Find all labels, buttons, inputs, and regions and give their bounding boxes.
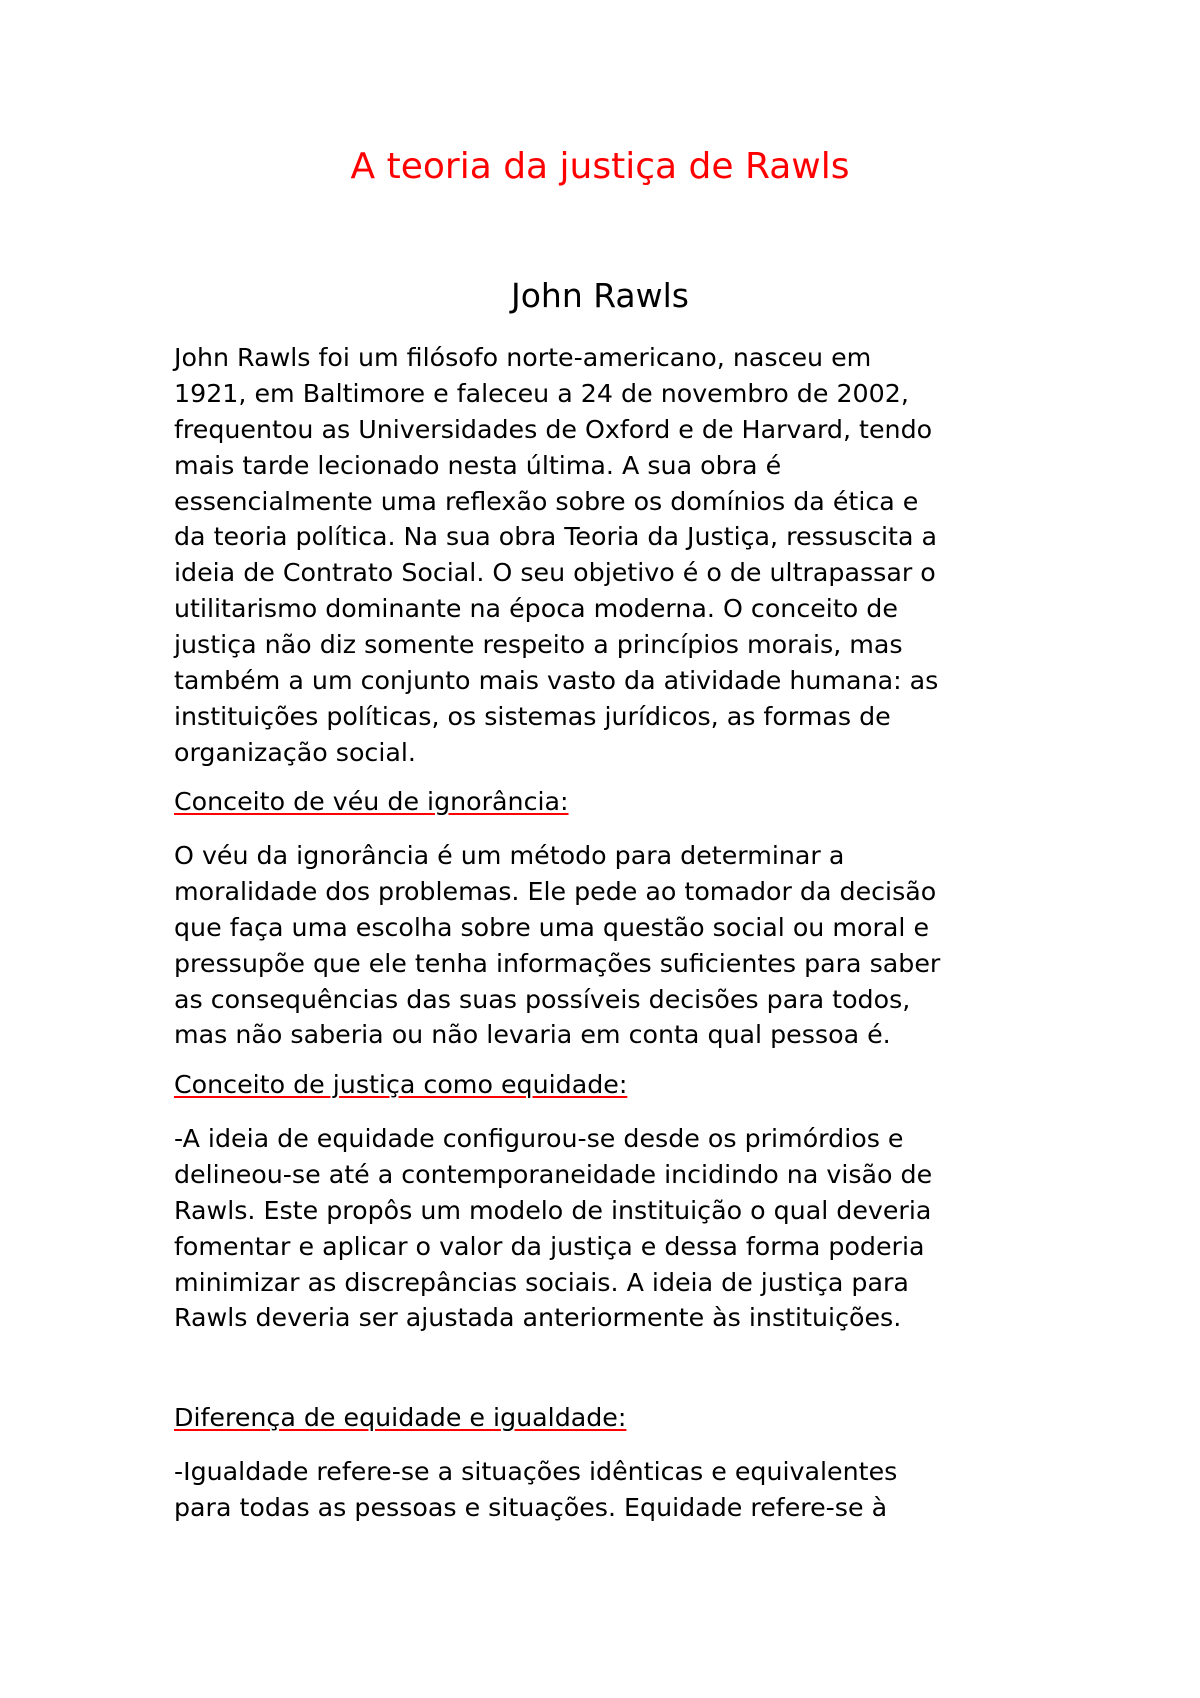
paragraph-line: frequentou as Universidades de Oxford e de Harvard, tendo [174,414,933,444]
paragraph-line: 1921, em Baltimore e faleceu a 24 de novembro de 2002, [174,378,909,408]
paragraph-line: da teoria política. Na sua obra Teoria da Justiça, ressuscita a [174,522,938,552]
paragraph-line: instituições políticas, os sistemas jurídicos, as formas de [174,701,891,731]
paragraph-line: O véu da ignorância é um método para determinar a [174,841,845,870]
paragraph-line: as consequências das suas possíveis decisões para todos, [174,984,911,1014]
paragraph-line: organização social. [174,737,416,767]
section-heading-equidade-igualdade: Diferença de equidade e igualdade: [174,1403,627,1432]
document-subtitle: John Rawls [510,276,690,315]
paragraph-line: para todas as pessoas e situações. Equidade refere-se à [174,1492,888,1522]
paragraph-line: mais tarde lecionado nesta última. A sua obra é [174,450,782,480]
paragraph-line: moralidade dos problemas. Ele pede ao tomador da decisão [174,876,937,906]
section-heading-justica-equidade: Conceito de justiça como equidade: [174,1070,628,1099]
paragraph-line: -A ideia de equidade configurou-se desde os primórdios e [174,1124,904,1153]
paragraph-line: utilitarismo dominante na época moderna. O conceito de [174,594,898,624]
paragraph-line: Rawls. Este propôs um modelo de instituição o qual deveria [174,1195,932,1225]
paragraph-line: ideia de Contrato Social. O seu objetivo é o de ultrapassar o [174,558,936,588]
equidade-igualdade-paragraph [174,1454,1054,1526]
justica-equidade-paragraph [174,1121,1054,1336]
intro-paragraph [174,340,1054,771]
paragraph-line: justiça não diz somente respeito a princípios morais, mas [174,630,903,660]
paragraph-line: minimizar as discrepâncias sociais. A ideia de justiça para [174,1267,909,1297]
paragraph-line: que faça uma escolha sobre uma questão social ou moral e [174,912,930,942]
paragraph-line: -Igualdade refere-se a situações idênticas e equivalentes [174,1457,898,1486]
document-title: A teoria da justiça de Rawls [350,146,850,187]
paragraph-line: fomentar e aplicar o valor da justiça e dessa forma poderia [174,1231,925,1261]
veu-ignorancia-paragraph [174,838,1054,1053]
paragraph-line: também a um conjunto mais vasto da atividade humana: as [174,666,939,696]
section-heading-veu-ignorancia: Conceito de véu de ignorância: [174,787,569,816]
paragraph-line: delineou-se até a contemporaneidade incidindo na visão de [174,1159,933,1189]
paragraph-line: essencialmente uma reflexão sobre os domínios da ética e [174,486,919,516]
paragraph-line: John Rawls foi um filósofo norte-americano, nasceu em [174,343,872,372]
paragraph-line: mas não saberia ou não levaria em conta qual pessoa é. [174,1020,891,1050]
paragraph-line: pressupõe que ele tenha informações suficientes para saber [174,948,941,978]
paragraph-line: Rawls deveria ser ajustada anteriormente às instituições. [174,1303,902,1333]
